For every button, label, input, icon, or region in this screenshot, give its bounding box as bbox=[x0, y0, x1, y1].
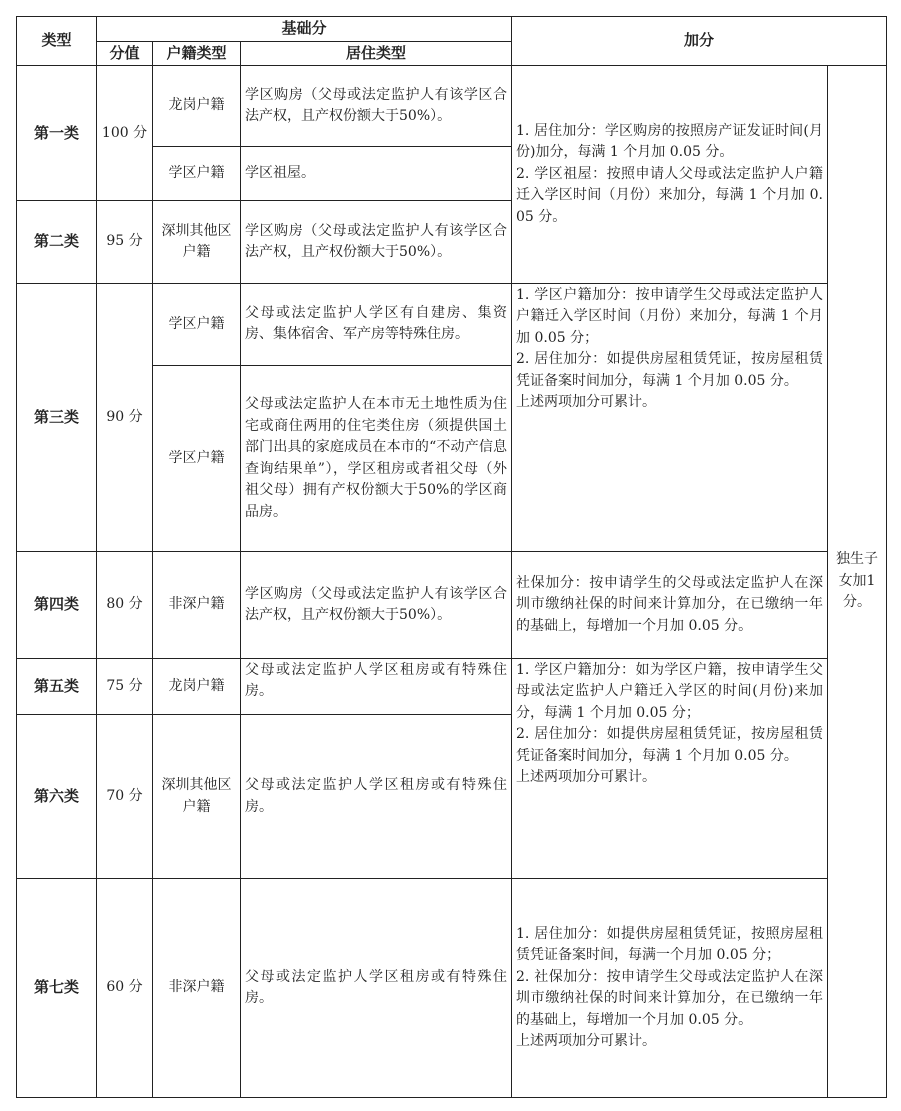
header-type: 类型 bbox=[17, 17, 97, 66]
score-4: 80 分 bbox=[97, 552, 153, 658]
category-2: 第二类 bbox=[17, 201, 97, 283]
residence-4: 学区购房（父母或法定监护人有该学区合法产权，且产权份额大于50%）。 bbox=[241, 552, 512, 658]
residence-3b: 父母或法定监护人在本市无土地性质为住宅或商住两用的住宅类住房（须提供国土部门出具的家庭成员在本市的“不动产信息查询结果单”），学区租房或者祖父母（外祖父母）拥有产权份额大于50%的学区商品房。 bbox=[241, 365, 512, 552]
hukou-1a: 龙岗户籍 bbox=[153, 66, 241, 147]
header-bonus: 加分 bbox=[512, 17, 887, 66]
only-child-bonus: 独生子女加1分。 bbox=[828, 66, 887, 1098]
hukou-1b: 学区户籍 bbox=[153, 147, 241, 201]
residence-1b: 学区祖屋。 bbox=[241, 147, 512, 201]
bonus-group-3 bbox=[512, 552, 828, 658]
residence-2: 学区购房（父母或法定监护人有该学区合法产权，且产权份额大于50%）。 bbox=[241, 201, 512, 283]
score-2: 95 分 bbox=[97, 201, 153, 283]
bonus-group-5 bbox=[512, 879, 828, 1098]
bonus-line: 2. 学区祖屋：按照申请人父母或法定监护人户籍迁入学区时间（月份）来加分，每满 1 个月加 0.05 分。 bbox=[516, 165, 824, 225]
header-base-score: 基础分 bbox=[97, 17, 512, 42]
category-5: 第五类 bbox=[17, 658, 97, 714]
category-3: 第三类 bbox=[17, 283, 97, 552]
hukou-6: 深圳其他区户籍 bbox=[153, 714, 241, 878]
category-4: 第四类 bbox=[17, 552, 97, 658]
bonus-line: 1. 学区户籍加分：如为学区户籍，按申请学生父母或法定监护人户籍迁入学区的时间(月份)来加分，每满 1 个月加 0.05 分； bbox=[516, 661, 824, 721]
header-hukou-type: 户籍类型 bbox=[153, 41, 241, 66]
bonus-line: 上述两项加分可累计。 bbox=[516, 1033, 657, 1050]
bonus-line: 社保加分：按申请学生的父母或法定监护人在深圳市缴纳社保的时间来计算加分，在已缴纳一年的基础上，每增加一个月加 0.05 分。 bbox=[516, 574, 824, 634]
bonus-line: 1. 学区户籍加分：按申请学生父母或法定监护人户籍迁入学区时间（月份）来加分，每满 1 个月加 0.05 分； bbox=[516, 286, 824, 346]
category-7: 第七类 bbox=[17, 879, 97, 1098]
score-7: 60 分 bbox=[97, 879, 153, 1098]
admission-score-table bbox=[16, 16, 887, 1098]
bonus-line: 1. 居住加分：学区购房的按照房产证发证时间(月份)加分，每满 1 个月加 0.05 分。 bbox=[516, 122, 824, 161]
bonus-line: 上述两项加分可累计。 bbox=[516, 769, 657, 786]
hukou-7: 非深户籍 bbox=[153, 879, 241, 1098]
residence-6: 父母或法定监护人学区租房或有特殊住房。 bbox=[241, 714, 512, 878]
hukou-5: 龙岗户籍 bbox=[153, 658, 241, 714]
residence-1a: 学区购房（父母或法定监护人有该学区合法产权，且产权份额大于50%）。 bbox=[241, 66, 512, 147]
bonus-line: 2. 社保加分：按申请学生父母或法定监护人在深圳市缴纳社保的时间来计算加分，在已缴纳一年的基础上，每增加一个月加 0.05 分。 bbox=[516, 968, 824, 1028]
bonus-line: 上述两项加分可累计。 bbox=[516, 394, 657, 411]
hukou-4: 非深户籍 bbox=[153, 552, 241, 658]
score-6: 70 分 bbox=[97, 714, 153, 878]
bonus-group-4 bbox=[512, 658, 828, 879]
residence-3a: 父母或法定监护人学区有自建房、集资房、集体宿舍、军产房等特殊住房。 bbox=[241, 283, 512, 365]
header-residence-type: 居住类型 bbox=[241, 41, 512, 66]
bonus-line: 2. 居住加分：如提供房屋租赁凭证，按房屋租赁凭证备案时间加分，每满 1 个月加 0.05 分。 bbox=[516, 726, 824, 764]
category-1: 第一类 bbox=[17, 66, 97, 201]
score-1: 100 分 bbox=[97, 66, 153, 201]
hukou-3a: 学区户籍 bbox=[153, 283, 241, 365]
residence-5: 父母或法定监护人学区租房或有特殊住房。 bbox=[241, 658, 512, 714]
bonus-line: 2. 居住加分：如提供房屋租赁凭证，按房屋租赁凭证备案时间加分，每满 1 个月加 0.05 分。 bbox=[516, 351, 824, 389]
bonus-line: 1. 居住加分：如提供房屋租赁凭证，按照房屋租赁凭证备案时间，每满一个月加 0.05 分； bbox=[516, 925, 824, 964]
header-score: 分值 bbox=[97, 41, 153, 66]
bonus-group-2 bbox=[512, 283, 828, 552]
score-5: 75 分 bbox=[97, 658, 153, 714]
residence-7: 父母或法定监护人学区租房或有特殊住房。 bbox=[241, 879, 512, 1098]
hukou-2: 深圳其他区户籍 bbox=[153, 201, 241, 283]
score-3: 90 分 bbox=[97, 283, 153, 552]
bonus-group-1 bbox=[512, 66, 828, 284]
category-6: 第六类 bbox=[17, 714, 97, 878]
hukou-3b: 学区户籍 bbox=[153, 365, 241, 552]
